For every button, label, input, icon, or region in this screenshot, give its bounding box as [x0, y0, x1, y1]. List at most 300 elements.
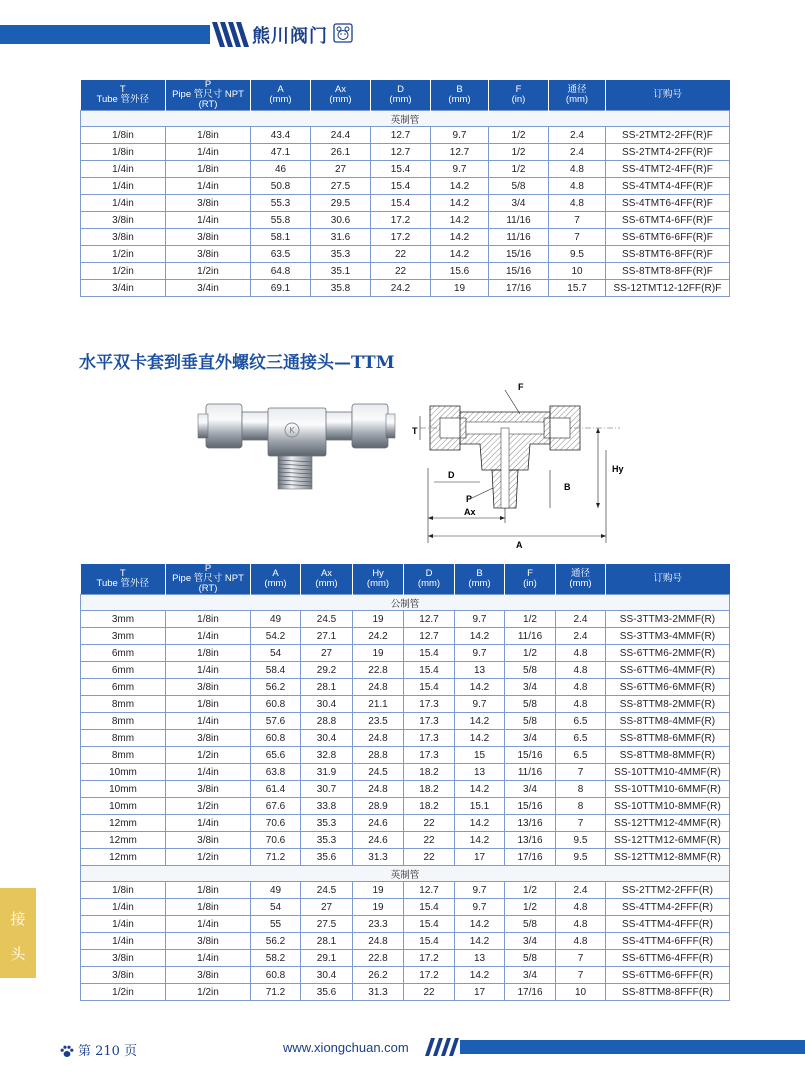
table-cell: 35.6	[301, 849, 353, 866]
order-number-cell: SS-4TMT2-4FF(R)F	[606, 161, 730, 178]
table-cell: 14.2	[431, 195, 489, 212]
table-row	[81, 967, 730, 984]
column-header-unit: (mm)	[329, 94, 352, 105]
table-cell: 11/16	[489, 229, 549, 246]
table-cell: 17	[455, 984, 505, 1001]
section-label: 公制管	[81, 595, 730, 611]
table-cell: 1/2in	[166, 798, 251, 815]
table-cell: 3/4	[505, 781, 556, 798]
table-cell: 35.6	[301, 984, 353, 1001]
table-cell: 1/8in	[166, 696, 251, 713]
column-header	[166, 564, 251, 595]
label-b: B	[564, 482, 571, 492]
column-header-unit: (mm)	[448, 94, 471, 105]
table-cell: 31.9	[301, 764, 353, 781]
column-header-unit: (mm)	[417, 578, 441, 589]
table-row	[81, 815, 730, 832]
order-number-cell: SS-12TTM12-8MMF(R)	[606, 849, 730, 866]
table-cell: 3/8in	[166, 229, 251, 246]
label-p: P	[466, 494, 473, 504]
table-cell: 8	[556, 798, 606, 815]
order-number-cell: SS-8TTM8-8FFF(R)	[606, 984, 730, 1001]
table-cell: 1/2	[489, 144, 549, 161]
table-cell: 15.4	[404, 916, 455, 933]
table-cell: 5/8	[505, 950, 556, 967]
table-cell: 3/4in	[166, 280, 251, 297]
table-cell: 14.2	[455, 781, 505, 798]
table-cell: 8mm	[81, 730, 166, 747]
table-cell: 1/4in	[81, 933, 166, 950]
table-cell: 14.2	[455, 916, 505, 933]
column-header	[431, 80, 489, 111]
table-row	[81, 246, 730, 263]
table-row	[81, 662, 730, 679]
column-header	[353, 564, 404, 595]
table-cell: 11/16	[489, 212, 549, 229]
table-cell: 46	[251, 161, 311, 178]
table-cell: 27.1	[301, 628, 353, 645]
table-cell: 15.4	[371, 195, 431, 212]
table-cell: 35.3	[301, 832, 353, 849]
footer-stripes-icon	[425, 1038, 461, 1056]
table-cell: 24.6	[353, 815, 404, 832]
section-row	[81, 111, 730, 127]
table-cell: 3/8in	[166, 730, 251, 747]
table-cell: 15/16	[489, 263, 549, 280]
table-row	[81, 933, 730, 950]
table-cell: 31.3	[353, 849, 404, 866]
order-number-cell: SS-8TTM8-6MMF(R)	[606, 730, 730, 747]
table-cell: 17.3	[404, 713, 455, 730]
table-row	[81, 161, 730, 178]
table-cell: 1/4in	[166, 713, 251, 730]
order-number-cell: SS-6TMT6-6FF(R)F	[606, 229, 730, 246]
brand-name: 熊川阀门	[252, 26, 328, 47]
table-cell: 19	[353, 645, 404, 662]
table-cell: 17.2	[404, 967, 455, 984]
table-cell: 15.4	[404, 899, 455, 916]
table-cell: 3/8in	[81, 212, 166, 229]
section-row	[81, 866, 730, 882]
column-header-unit: (mm)	[569, 578, 592, 589]
table-cell: 63.8	[251, 764, 301, 781]
column-header	[505, 564, 556, 595]
table-cell: 60.8	[251, 967, 301, 984]
table-cell: 22	[404, 815, 455, 832]
table-cell: 3mm	[81, 628, 166, 645]
table-row	[81, 747, 730, 764]
column-header-unit: (mm)	[389, 94, 412, 105]
table-cell: 6mm	[81, 662, 166, 679]
table-cell: 18.2	[404, 781, 455, 798]
table-cell: 1/2	[505, 611, 556, 628]
table-cell: 1/8in	[81, 882, 166, 899]
column-header-symbol: 订购号	[653, 573, 682, 584]
table-cell: 1/2	[489, 161, 549, 178]
column-header	[251, 80, 311, 111]
column-header-symbol: 通径	[570, 568, 590, 579]
order-number-cell: SS-8TTM8-8MMF(R)	[606, 747, 730, 764]
table-cell: 1/2in	[81, 984, 166, 1001]
table-cell: 9.5	[556, 849, 606, 866]
column-header-unit: Tube 管外径	[96, 94, 149, 105]
table-cell: 17.3	[404, 747, 455, 764]
table-cell: 12.7	[404, 611, 455, 628]
order-number-cell: SS-10TTM10-8MMF(R)	[606, 798, 730, 815]
table-cell: 35.3	[311, 246, 371, 263]
table-cell: 57.6	[251, 713, 301, 730]
table-cell: 3mm	[81, 611, 166, 628]
order-number-cell: SS-8TTM8-2MMF(R)	[606, 696, 730, 713]
table-cell: 50.8	[251, 178, 311, 195]
table-cell: 70.6	[251, 832, 301, 849]
table-cell: 3/8in	[81, 950, 166, 967]
column-header	[549, 80, 606, 111]
table-cell: 30.4	[301, 696, 353, 713]
table-cell: 3/8in	[166, 246, 251, 263]
table-cell: 14.2	[455, 628, 505, 645]
table-cell: 24.8	[353, 781, 404, 798]
table-cell: 1/2in	[166, 263, 251, 280]
header-stripes-icon	[210, 22, 250, 47]
column-header-symbol: B	[456, 84, 463, 95]
table-row	[81, 628, 730, 645]
table-cell: 17	[455, 849, 505, 866]
table-cell: 15/16	[505, 747, 556, 764]
table-cell: 49	[251, 611, 301, 628]
table-cell: 27	[311, 161, 371, 178]
table-row	[81, 212, 730, 229]
product-photo	[196, 390, 396, 490]
table-cell: 1/2	[505, 882, 556, 899]
bear-logo-icon	[333, 23, 353, 43]
table-row	[81, 764, 730, 781]
table-cell: 56.2	[251, 679, 301, 696]
table-cell: 33.8	[301, 798, 353, 815]
table-row	[81, 696, 730, 713]
table-cell: 17/16	[489, 280, 549, 297]
column-header	[81, 80, 166, 111]
table-row	[81, 984, 730, 1001]
table-cell: 1/4in	[166, 628, 251, 645]
table-cell: 7	[549, 212, 606, 229]
table-cell: 55.3	[251, 195, 311, 212]
table-cell: 4.8	[556, 662, 606, 679]
table-cell: 54.2	[251, 628, 301, 645]
table-cell: 15.6	[431, 263, 489, 280]
column-header	[311, 80, 371, 111]
order-number-cell: SS-6TTM6-4FFF(R)	[606, 950, 730, 967]
table-cell: 4.8	[556, 696, 606, 713]
column-header	[251, 564, 301, 595]
tmt-spec-table	[80, 80, 730, 297]
column-header-symbol: T	[119, 568, 126, 579]
table-cell: 17.2	[371, 229, 431, 246]
table-cell: 31.6	[311, 229, 371, 246]
table-cell: 5/8	[505, 662, 556, 679]
table-cell: 12.7	[404, 882, 455, 899]
table-row	[81, 713, 730, 730]
order-number-cell: SS-3TTM3-2MMF(R)	[606, 611, 730, 628]
order-number-cell: SS-12TTM12-4MMF(R)	[606, 815, 730, 832]
table-cell: 65.6	[251, 747, 301, 764]
order-number-cell: SS-10TTM10-4MMF(R)	[606, 764, 730, 781]
order-number-cell: SS-4TMT6-4FF(R)F	[606, 195, 730, 212]
table-cell: 9.7	[455, 696, 505, 713]
table-cell: 1/8in	[81, 144, 166, 161]
column-header-symbol: A	[272, 568, 279, 579]
table-cell: 22.8	[353, 950, 404, 967]
table-cell: 8	[556, 781, 606, 798]
table-cell: 4.8	[556, 933, 606, 950]
table-cell: 28.1	[301, 933, 353, 950]
table-cell: 5/8	[505, 916, 556, 933]
table-cell: 18.2	[404, 764, 455, 781]
table-cell: 28.9	[353, 798, 404, 815]
website-link[interactable]: www.xiongchuan.com	[283, 1040, 409, 1055]
table-cell: 26.1	[311, 144, 371, 161]
table-cell: 9.7	[455, 899, 505, 916]
table-cell: 14.2	[431, 246, 489, 263]
table-cell: 19	[353, 899, 404, 916]
table-cell: 19	[431, 280, 489, 297]
table-cell: 1/4in	[166, 178, 251, 195]
table-row	[81, 950, 730, 967]
table-row	[81, 882, 730, 899]
table-cell: 10	[549, 263, 606, 280]
table-cell: 17.3	[404, 696, 455, 713]
column-header	[606, 80, 730, 111]
order-number-cell: SS-4TMT4-4FF(R)F	[606, 178, 730, 195]
table-cell: 31.3	[353, 984, 404, 1001]
order-number-cell: SS-10TTM10-6MMF(R)	[606, 781, 730, 798]
table-cell: 1/2in	[81, 263, 166, 280]
page-number	[60, 1040, 137, 1059]
table-cell: 35.3	[301, 815, 353, 832]
column-header-unit: (mm)	[468, 578, 491, 589]
column-header-symbol: D	[397, 84, 404, 95]
table-cell: 13	[455, 662, 505, 679]
table-row	[81, 832, 730, 849]
table-cell: 70.6	[251, 815, 301, 832]
order-number-cell: SS-6TTM6-6FFF(R)	[606, 967, 730, 984]
column-header-symbol: T	[119, 84, 126, 95]
ttm-spec-table	[80, 564, 730, 1001]
table-row	[81, 195, 730, 212]
table-cell: 3/4	[505, 679, 556, 696]
table-cell: 17.2	[371, 212, 431, 229]
table-row	[81, 144, 730, 161]
table-cell: 24.8	[353, 933, 404, 950]
column-header-unit: (mm)	[565, 94, 589, 105]
table-cell: 24.4	[311, 127, 371, 144]
table-cell: 4.8	[549, 161, 606, 178]
column-header-unit: Pipe 管尺寸 NPT (RT)	[172, 89, 244, 110]
table-cell: 2.4	[556, 611, 606, 628]
table-cell: 2.4	[556, 882, 606, 899]
table-cell: 63.5	[251, 246, 311, 263]
label-ax: Ax	[464, 507, 476, 517]
table-cell: 28.1	[301, 679, 353, 696]
table-cell: 1/2	[505, 645, 556, 662]
table-cell: 1/8in	[166, 127, 251, 144]
table-cell: 22	[371, 263, 431, 280]
table-cell: 17.2	[404, 950, 455, 967]
table-cell: 8mm	[81, 747, 166, 764]
page-label: 第 210 页	[78, 1044, 138, 1059]
table-cell: 15/16	[489, 246, 549, 263]
side-tab-char-1: 接	[10, 910, 26, 928]
table-cell: 15.4	[404, 662, 455, 679]
table-header-row	[81, 80, 730, 111]
table-cell: 1/4in	[81, 916, 166, 933]
table-cell: 6.5	[556, 713, 606, 730]
table-cell: 69.1	[251, 280, 311, 297]
table-cell: 3/8in	[166, 679, 251, 696]
table-cell: 13/16	[505, 832, 556, 849]
table-cell: 14.2	[455, 713, 505, 730]
table-cell: 10mm	[81, 798, 166, 815]
table-cell: 60.8	[251, 696, 301, 713]
table-cell: 14.2	[455, 967, 505, 984]
column-header	[371, 80, 431, 111]
table-row	[81, 229, 730, 246]
column-header	[556, 564, 606, 595]
table-cell: 67.6	[251, 798, 301, 815]
table-cell: 27.5	[311, 178, 371, 195]
column-header-unit: Tube 管外径	[96, 578, 149, 589]
table-cell: 2.4	[556, 628, 606, 645]
table-cell: 3/4in	[81, 280, 166, 297]
table-cell: 7	[556, 950, 606, 967]
table-row	[81, 679, 730, 696]
header-accent-bar	[0, 25, 210, 44]
table-cell: 1/4in	[166, 662, 251, 679]
paw-icon	[60, 1045, 74, 1058]
table-cell: 8mm	[81, 713, 166, 730]
table-row	[81, 730, 730, 747]
table-cell: 29.5	[311, 195, 371, 212]
table-row	[81, 611, 730, 628]
table-cell: 58.4	[251, 662, 301, 679]
table-cell: 15.7	[549, 280, 606, 297]
order-number-cell: SS-3TTM3-4MMF(R)	[606, 628, 730, 645]
table-cell: 13	[455, 950, 505, 967]
table-cell: 54	[251, 899, 301, 916]
column-header-symbol: A	[277, 84, 284, 95]
column-header-unit: (mm)	[366, 578, 390, 589]
table-cell: 15.4	[404, 933, 455, 950]
table-cell: 32.8	[301, 747, 353, 764]
table-cell: 1/4in	[166, 212, 251, 229]
order-number-cell: SS-4TTM4-4FFF(R)	[606, 916, 730, 933]
table-header-row	[81, 564, 730, 595]
table-cell: 13	[455, 764, 505, 781]
table-cell: 58.2	[251, 950, 301, 967]
order-number-cell: SS-2TMT2-2FF(R)F	[606, 127, 730, 144]
column-header-symbol: Hy	[372, 568, 384, 579]
column-header	[301, 564, 353, 595]
table-cell: 12mm	[81, 849, 166, 866]
order-number-cell: SS-8TTM8-4MMF(R)	[606, 713, 730, 730]
table-cell: 3/8in	[166, 781, 251, 798]
table-cell: 23.3	[353, 916, 404, 933]
table-cell: 24.2	[371, 280, 431, 297]
order-number-cell: SS-8TMT6-8FF(R)F	[606, 246, 730, 263]
table-cell: 54	[251, 645, 301, 662]
table-cell: 1/4in	[166, 815, 251, 832]
column-header	[489, 80, 549, 111]
table-cell: 1/8in	[166, 899, 251, 916]
table-row	[81, 899, 730, 916]
table-cell: 15.1	[455, 798, 505, 815]
order-number-cell: SS-6TTM6-4MMF(R)	[606, 662, 730, 679]
order-number-cell: SS-2TMT4-2FF(R)F	[606, 144, 730, 161]
table-cell: 6mm	[81, 645, 166, 662]
table-cell: 11/16	[505, 764, 556, 781]
table-row	[81, 916, 730, 933]
table-cell: 1/2in	[166, 849, 251, 866]
table-cell: 3/8in	[166, 967, 251, 984]
table-cell: 15.4	[371, 178, 431, 195]
column-header-symbol: B	[476, 568, 483, 579]
label-hy: Hy	[612, 464, 624, 474]
table-cell: 4.8	[556, 679, 606, 696]
table-cell: 1/2	[505, 899, 556, 916]
table-cell: 7	[549, 229, 606, 246]
table-row	[81, 781, 730, 798]
order-number-cell: SS-4TTM4-6FFF(R)	[606, 933, 730, 950]
table-cell: 24.8	[353, 679, 404, 696]
table-cell: 4.8	[549, 178, 606, 195]
table-cell: 7	[556, 764, 606, 781]
order-number-cell: SS-4TTM4-2FFF(R)	[606, 899, 730, 916]
table-cell: 12.7	[371, 127, 431, 144]
table-cell: 3/4	[505, 730, 556, 747]
table-cell: 43.4	[251, 127, 311, 144]
footer-accent-bar	[460, 1040, 805, 1054]
technical-drawing	[400, 378, 640, 556]
table-row	[81, 798, 730, 815]
table-cell: 2.4	[549, 144, 606, 161]
table-cell: 4.8	[556, 916, 606, 933]
order-number-cell: SS-12TTM12-6MMF(R)	[606, 832, 730, 849]
category-side-tab[interactable]	[0, 888, 36, 978]
table-cell: 27.5	[301, 916, 353, 933]
table-cell: 1/8in	[166, 882, 251, 899]
table-cell: 6mm	[81, 679, 166, 696]
table-cell: 9.7	[455, 645, 505, 662]
table-cell: 22	[404, 984, 455, 1001]
table-cell: 60.8	[251, 730, 301, 747]
table-cell: 17/16	[505, 849, 556, 866]
column-header	[166, 80, 251, 111]
table-cell: 22	[371, 246, 431, 263]
table-cell: 21.1	[353, 696, 404, 713]
table-cell: 7	[556, 815, 606, 832]
table-row	[81, 263, 730, 280]
table-cell: 1/4in	[166, 144, 251, 161]
table-cell: 12.7	[404, 628, 455, 645]
table-cell: 24.2	[353, 628, 404, 645]
table-cell: 15.4	[371, 161, 431, 178]
table-cell: 1/4in	[81, 161, 166, 178]
table-cell: 22.8	[353, 662, 404, 679]
table-cell: 11/16	[505, 628, 556, 645]
column-header-symbol: P	[204, 563, 212, 574]
table-cell: 26.2	[353, 967, 404, 984]
table-cell: 1/4in	[166, 950, 251, 967]
